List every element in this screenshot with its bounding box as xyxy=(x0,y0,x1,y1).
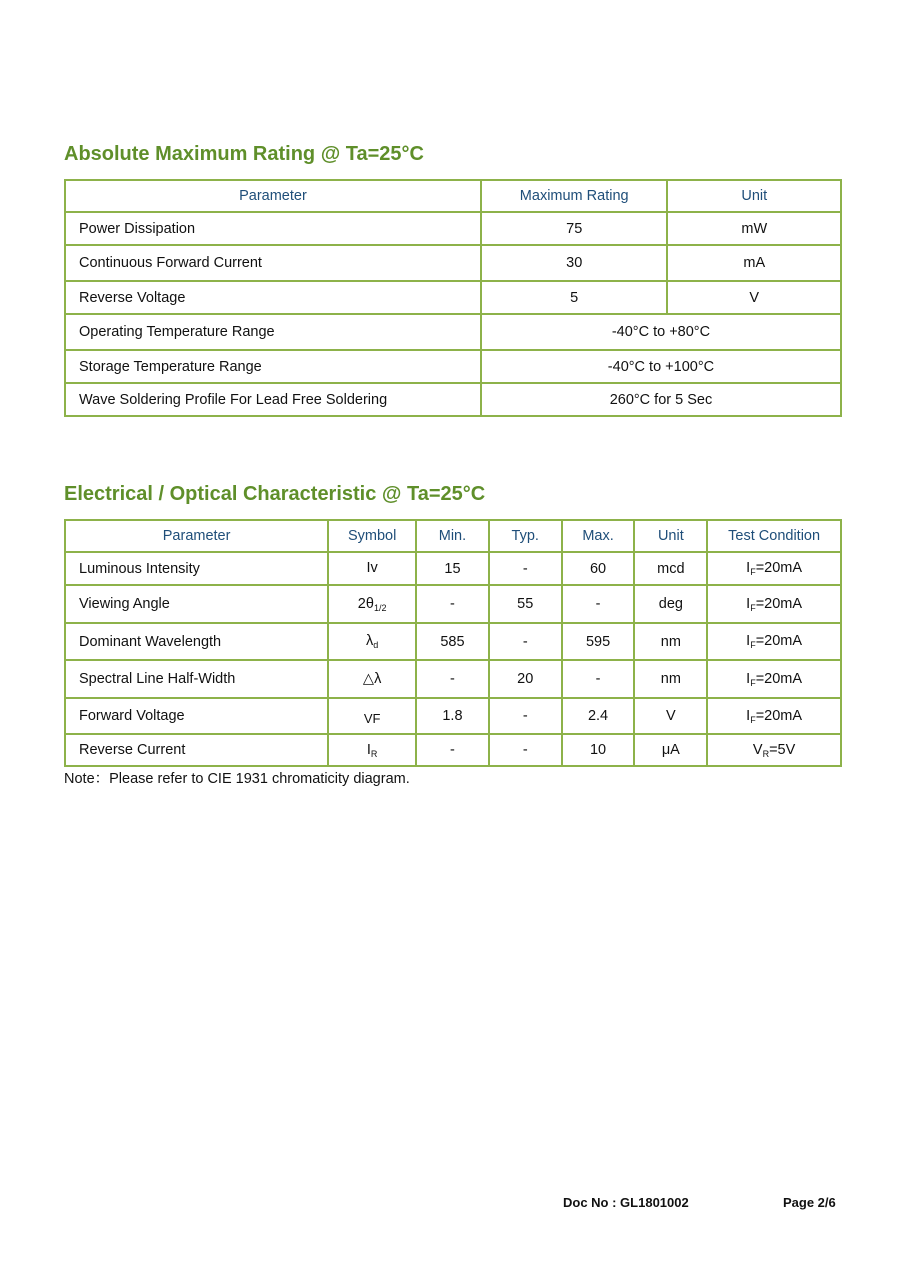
cell-typ: - xyxy=(489,698,562,734)
cell-unit: V xyxy=(667,281,841,314)
cell-parameter: Operating Temperature Range xyxy=(65,314,481,350)
doc-number: Doc No : GL1801002 xyxy=(563,1195,689,1210)
cell-unit: nm xyxy=(634,660,707,698)
cell-parameter: Wave Soldering Profile For Lead Free Soldering xyxy=(65,383,481,416)
table-row xyxy=(65,245,841,281)
header-parameter: Parameter xyxy=(65,180,481,212)
cond-subscript: F xyxy=(750,640,756,650)
cond-value: =20mA xyxy=(755,707,803,724)
cell-symbol xyxy=(328,552,416,585)
header-test-condition: Test Condition xyxy=(707,520,841,552)
cell-max: 2.4 xyxy=(562,698,635,734)
table-row xyxy=(65,350,841,383)
cell-symbol xyxy=(328,585,416,623)
cell-min: - xyxy=(416,585,489,623)
cell-min: 1.8 xyxy=(416,698,489,734)
header-symbol: Symbol xyxy=(328,520,416,552)
electrical-table xyxy=(64,519,842,767)
cond-text: I xyxy=(746,707,751,724)
cond-text: I xyxy=(746,633,751,649)
cond-value: =20mA xyxy=(755,560,803,576)
cell-min: - xyxy=(416,734,489,766)
cell-unit: μA xyxy=(634,734,707,766)
abs-max-table xyxy=(64,179,842,417)
cell-typ: - xyxy=(489,552,562,585)
chromaticity-note: Note：Please refer to CIE 1931 chromaticity diagram. xyxy=(64,771,410,787)
cell-rating: 30 xyxy=(481,245,668,281)
cell-typ: 20 xyxy=(489,660,562,698)
cell-parameter: Spectral Line Half-Width xyxy=(65,660,328,698)
cond-subscript: F xyxy=(750,714,756,725)
cell-parameter: Luminous Intensity xyxy=(65,552,328,585)
cell-min: 15 xyxy=(416,552,489,585)
symbol-subscript: R xyxy=(370,748,378,759)
cell-max: - xyxy=(562,660,635,698)
cell-parameter: Continuous Forward Current xyxy=(65,245,481,281)
cond-text: I xyxy=(746,595,751,612)
table-row xyxy=(65,660,841,698)
cell-parameter: Viewing Angle xyxy=(65,585,328,623)
cell-unit: mcd xyxy=(634,552,707,585)
cond-subscript: F xyxy=(750,602,756,613)
cell-symbol xyxy=(328,698,416,734)
cell-rating: -40°C to +100°C xyxy=(481,350,841,383)
symbol-text: VF xyxy=(363,710,381,726)
cell-rating: 75 xyxy=(481,212,668,245)
abs-max-title: Absolute Maximum Rating @ Ta=25°C xyxy=(64,143,424,165)
cell-max: 595 xyxy=(562,623,635,660)
cell-test-condition xyxy=(707,623,841,660)
cell-max: - xyxy=(562,585,635,623)
cell-test-condition xyxy=(707,698,841,734)
cond-text: I xyxy=(746,560,751,576)
cell-rating: 5 xyxy=(481,281,668,314)
cond-subscript: R xyxy=(762,748,770,759)
cond-text: V xyxy=(752,741,763,758)
cell-min: - xyxy=(416,660,489,698)
header-unit: Unit xyxy=(634,520,707,552)
table-row xyxy=(65,383,841,416)
cell-typ: - xyxy=(489,623,562,660)
page-number: Page 2/6 xyxy=(783,1195,836,1210)
header-unit: Unit xyxy=(667,180,841,212)
table-row xyxy=(65,734,841,766)
table-row xyxy=(65,698,841,734)
table-row xyxy=(65,623,841,660)
cell-min: 585 xyxy=(416,623,489,660)
cond-value: =20mA xyxy=(755,595,803,612)
cond-value: =20mA xyxy=(755,670,803,687)
cell-unit: mW xyxy=(667,212,841,245)
cell-parameter: Reverse Current xyxy=(65,734,328,766)
symbol-text: I xyxy=(366,741,371,758)
symbol-text: 2θ xyxy=(357,595,374,612)
cell-parameter: Forward Voltage xyxy=(65,698,328,734)
cond-value: =20mA xyxy=(755,633,803,649)
symbol-subscript: d xyxy=(373,640,379,650)
cell-symbol xyxy=(328,734,416,766)
cell-test-condition xyxy=(707,734,841,766)
header-max: Max. xyxy=(562,520,635,552)
table-header-row xyxy=(65,180,841,212)
table-row xyxy=(65,314,841,350)
cell-test-condition xyxy=(707,552,841,585)
table-row xyxy=(65,552,841,585)
table-header-row xyxy=(65,520,841,552)
electrical-title: Electrical / Optical Characteristic @ Ta=25°C xyxy=(64,483,486,505)
symbol-subscript: 1/2 xyxy=(373,602,387,613)
cell-unit: deg xyxy=(634,585,707,623)
cell-parameter: Reverse Voltage xyxy=(65,281,481,314)
cond-text: I xyxy=(746,670,751,687)
table-row xyxy=(65,281,841,314)
cell-rating: -40°C to +80°C xyxy=(481,314,841,350)
cell-unit: mA xyxy=(667,245,841,281)
cond-subscript: F xyxy=(750,677,756,688)
cell-test-condition xyxy=(707,585,841,623)
cell-typ: 55 xyxy=(489,585,562,623)
cell-typ: - xyxy=(489,734,562,766)
cell-test-condition xyxy=(707,660,841,698)
header-parameter: Parameter xyxy=(65,520,328,552)
header-typ: Typ. xyxy=(489,520,562,552)
cond-value: =5V xyxy=(769,741,796,758)
cell-max: 60 xyxy=(562,552,635,585)
cell-symbol xyxy=(328,660,416,698)
cell-rating: 260°C for 5 Sec xyxy=(481,383,841,416)
symbol-text: λ xyxy=(366,633,374,649)
cond-subscript: F xyxy=(750,567,756,577)
cell-parameter: Storage Temperature Range xyxy=(65,350,481,383)
header-max-rating: Maximum Rating xyxy=(481,180,668,212)
header-min: Min. xyxy=(416,520,489,552)
cell-unit: nm xyxy=(634,623,707,660)
table-row xyxy=(65,212,841,245)
table-row xyxy=(65,585,841,623)
cell-symbol xyxy=(328,623,416,660)
symbol-text: △λ xyxy=(362,670,382,687)
cell-unit: V xyxy=(634,698,707,734)
cell-max: 10 xyxy=(562,734,635,766)
cell-parameter: Dominant Wavelength xyxy=(65,623,328,660)
cell-parameter: Power Dissipation xyxy=(65,212,481,245)
symbol-text: Iv xyxy=(366,560,378,576)
